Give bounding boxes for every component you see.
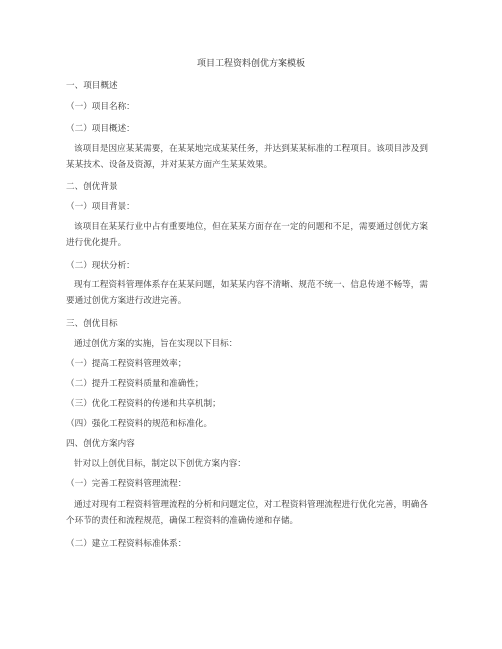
goal-item-1: （一）提高工程资料管理效率； [66, 359, 187, 369]
section-4-heading: 四、创优方案内容 [66, 439, 135, 449]
goal-item-3: （三）优化工程资料的传递和共享机制； [66, 399, 221, 409]
status-analysis-text: 现有工程资料管理体系存在某某问题，如某某内容不清晰、规范不统一、信息传递不畅等，需要通过创优方案进行改进完善。 [66, 280, 428, 306]
document-title: 项目工程资料创优方案模板 [196, 59, 305, 69]
plan-item-1-text: 通过对现有工程资料管理流程的分析和问题定位，对工程资料管理流程进行优化完善，明确各个环节的责任和流程规范，确保工程资料的准确传递和存储。 [66, 500, 428, 526]
section-1-heading: 一、项目概述 [66, 81, 118, 91]
project-background-text: 该项目在某某行业中占有重要地位，但在某某方面存在一定的问题和不足，需要通过创优方案进行优化提升。 [66, 222, 428, 248]
section-2-heading: 二、创优背景 [66, 182, 118, 192]
plan-item-2-label: （二）建立工程资料标准体系： [66, 539, 187, 549]
goal-item-2: （二）提升工程资料质量和准确性； [66, 379, 204, 389]
project-overview-text: 该项目是因应某某需要，在某某地完成某某任务，并达到某某标准的工程项目。该项目涉及到某某技术、设备及资源，并对某某方面产生某某效果。 [66, 144, 428, 170]
plan-intro: 针对以上创优目标，制定以下创优方案内容： [74, 459, 246, 469]
project-background-label: （一）项目背景： [66, 202, 135, 212]
goals-intro: 通过创优方案的实施，旨在实现以下目标： [74, 339, 238, 349]
project-name-label: （一）项目名称： [66, 102, 135, 112]
goal-item-4: （四）强化工程资料的规范和标准化。 [66, 419, 213, 429]
status-analysis-label: （二）现状分析： [66, 261, 135, 271]
section-3-heading: 三、创优目标 [66, 319, 118, 329]
plan-item-1-label: （一）完善工程资料管理流程： [66, 479, 187, 489]
project-overview-label: （二）项目概述： [66, 124, 135, 134]
